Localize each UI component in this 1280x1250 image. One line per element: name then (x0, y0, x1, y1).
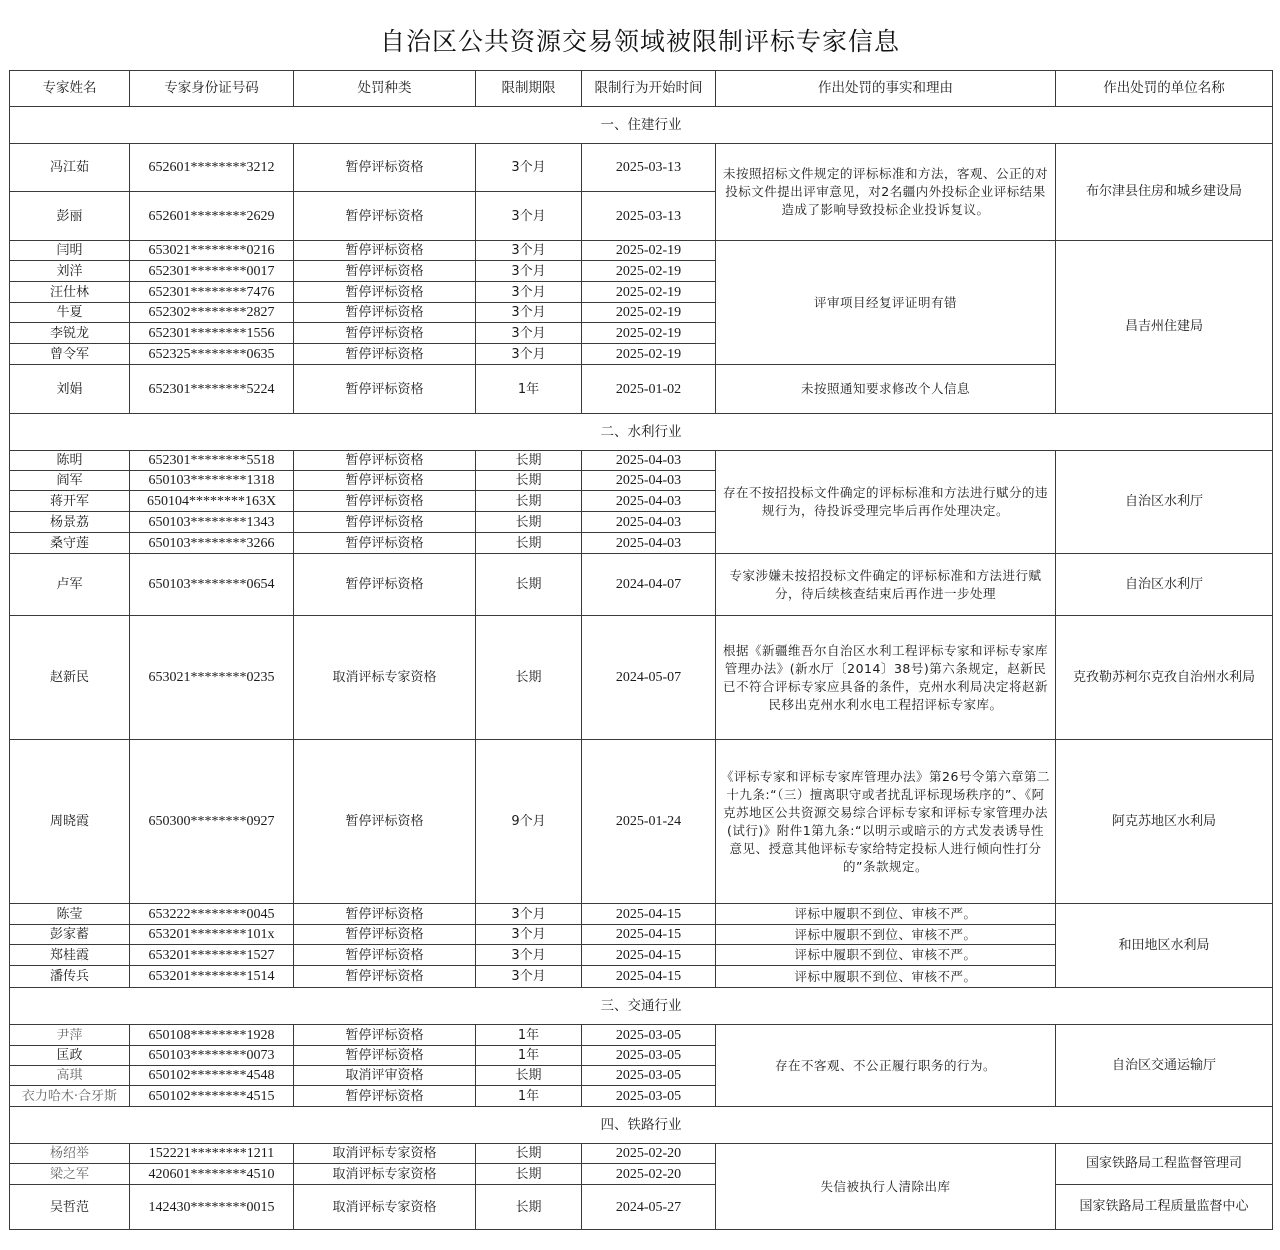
expert-name: 桑守莲 (10, 533, 130, 554)
start-date: 2025-02-19 (582, 344, 716, 365)
penalty-type: 暂停评标资格 (294, 491, 476, 512)
expert-name: 周晓霞 (10, 740, 130, 904)
id-number: 653021********0235 (130, 616, 294, 740)
penalty-reason: 未按照通知要求修改个人信息 (716, 365, 1056, 414)
restriction-period: 1年 (476, 1086, 582, 1107)
id-number: 652301********5224 (130, 365, 294, 414)
restriction-period: 3个月 (476, 945, 582, 966)
start-date: 2025-02-20 (582, 1164, 716, 1185)
penalty-type: 暂停评标资格 (294, 303, 476, 323)
issuing-unit: 自治区水利厅 (1056, 554, 1273, 616)
table-row (10, 740, 1273, 904)
expert-name: 赵新民 (10, 616, 130, 740)
id-number: 650102********4548 (130, 1066, 294, 1086)
start-date: 2024-04-07 (582, 554, 716, 616)
column-header: 作出处罚的事实和理由 (716, 71, 1056, 107)
restriction-period: 3个月 (476, 925, 582, 945)
expert-name: 蒋开军 (10, 491, 130, 512)
issuing-unit: 国家铁路局工程质量监督中心 (1056, 1185, 1273, 1230)
expert-name: 高琪 (10, 1066, 130, 1086)
section-heading: 一、住建行业 (10, 107, 1273, 144)
penalty-reason: 《评标专家和评标专家库管理办法》第26号令第六章第二十九条:“（三）擅离职守或者扰乱评标现场秩序的”、《阿克苏地区公共资源交易综合评标专家和评标专家管理办法(试行)》附件1第九条:“以明示或暗示的方式发表诱导性意见、授意其他评标专家给特定投标人进行倾向性打分的”条款规定。 (716, 740, 1056, 904)
id-number: 653201********1514 (130, 966, 294, 988)
start-date: 2025-04-15 (582, 904, 716, 925)
penalty-type: 暂停评标资格 (294, 1086, 476, 1107)
issuing-unit: 昌吉州住建局 (1056, 241, 1273, 414)
start-date: 2025-03-05 (582, 1086, 716, 1107)
section-heading: 三、交通行业 (10, 988, 1273, 1025)
expert-name: 衣力哈木·合牙斯 (10, 1086, 130, 1107)
id-number: 650108********1928 (130, 1025, 294, 1046)
expert-name: 尹萍 (10, 1025, 130, 1046)
section-row (10, 988, 1273, 1025)
section-row (10, 107, 1273, 144)
id-number: 653201********1527 (130, 945, 294, 966)
penalty-type: 暂停评标资格 (294, 344, 476, 365)
penalty-type: 暂停评标资格 (294, 904, 476, 925)
table-row (10, 1185, 1273, 1230)
id-number: 152221********1211 (130, 1144, 294, 1164)
restriction-period: 长期 (476, 451, 582, 471)
restriction-period: 长期 (476, 616, 582, 740)
table-row (10, 1025, 1273, 1046)
expert-name: 闫明 (10, 241, 130, 261)
start-date: 2025-01-24 (582, 740, 716, 904)
restriction-period: 长期 (476, 512, 582, 533)
penalty-type: 暂停评标资格 (294, 451, 476, 471)
table-row (10, 1144, 1273, 1164)
start-date: 2025-02-19 (582, 261, 716, 282)
penalty-type: 暂停评标资格 (294, 1025, 476, 1046)
penalty-reason: 根据《新疆维吾尔自治区水利工程评标专家和评标专家库管理办法》(新水厅〔2014〕38号)第六条规定，赵新民已不符合评标专家应具备的条件，克州水利局决定将赵新民移出克州水利水电工程招评标专家库。 (716, 616, 1056, 740)
start-date: 2025-04-03 (582, 512, 716, 533)
restriction-period: 3个月 (476, 241, 582, 261)
expert-name: 李锐龙 (10, 323, 130, 344)
restriction-period: 长期 (476, 554, 582, 616)
id-number: 652301********5518 (130, 451, 294, 471)
penalty-reason: 存在不按招投标文件确定的评标标准和方法进行赋分的违规行为，待投诉受理完毕后再作处理决定。 (716, 451, 1056, 554)
penalty-type: 暂停评标资格 (294, 323, 476, 344)
expert-name: 梁之军 (10, 1164, 130, 1185)
table-row (10, 144, 1273, 192)
section-heading: 四、铁路行业 (10, 1107, 1273, 1144)
penalty-reason: 失信被执行人清除出库 (716, 1144, 1056, 1230)
table-row (10, 241, 1273, 261)
start-date: 2025-02-19 (582, 323, 716, 344)
penalty-reason: 评审项目经复评证明有错 (716, 241, 1056, 365)
column-header: 专家身份证号码 (130, 71, 294, 107)
restricted-experts-table (9, 70, 1273, 1230)
start-date: 2025-02-19 (582, 303, 716, 323)
restriction-period: 长期 (476, 1066, 582, 1086)
id-number: 652302********2827 (130, 303, 294, 323)
restriction-period: 长期 (476, 491, 582, 512)
restriction-period: 1年 (476, 1046, 582, 1066)
issuing-unit: 阿克苏地区水利局 (1056, 740, 1273, 904)
start-date: 2025-04-03 (582, 533, 716, 554)
expert-name: 彭家蓄 (10, 925, 130, 945)
penalty-type: 暂停评标资格 (294, 925, 476, 945)
penalty-type: 暂停评标资格 (294, 740, 476, 904)
start-date: 2025-03-05 (582, 1025, 716, 1046)
document-title: 自治区公共资源交易领域被限制评标专家信息 (379, 27, 900, 56)
restriction-period: 长期 (476, 1164, 582, 1185)
penalty-type: 取消评标专家资格 (294, 616, 476, 740)
start-date: 2025-04-15 (582, 966, 716, 988)
restriction-period: 长期 (476, 533, 582, 554)
start-date: 2025-04-03 (582, 471, 716, 491)
table-row (10, 451, 1273, 471)
column-header: 专家姓名 (10, 71, 130, 107)
start-date: 2025-02-20 (582, 1144, 716, 1164)
penalty-type: 取消评审资格 (294, 1066, 476, 1086)
restriction-period: 3个月 (476, 282, 582, 303)
penalty-type: 暂停评标资格 (294, 282, 476, 303)
start-date: 2025-01-02 (582, 365, 716, 414)
penalty-type: 暂停评标资格 (294, 945, 476, 966)
expert-name: 汪仕林 (10, 282, 130, 303)
id-number: 653021********0216 (130, 241, 294, 261)
issuing-unit: 自治区水利厅 (1056, 451, 1273, 554)
start-date: 2025-04-15 (582, 925, 716, 945)
penalty-reason: 存在不客观、不公正履行职务的行为。 (716, 1025, 1056, 1107)
penalty-type: 暂停评标资格 (294, 966, 476, 988)
penalty-type: 暂停评标资格 (294, 471, 476, 491)
start-date: 2024-05-27 (582, 1185, 716, 1230)
id-number: 653201********101x (130, 925, 294, 945)
penalty-type: 暂停评标资格 (294, 533, 476, 554)
id-number: 650103********1343 (130, 512, 294, 533)
penalty-type: 暂停评标资格 (294, 241, 476, 261)
id-number: 652301********0017 (130, 261, 294, 282)
start-date: 2025-02-19 (582, 282, 716, 303)
issuing-unit: 克孜勒苏柯尔克孜自治州水利局 (1056, 616, 1273, 740)
expert-name: 潘传兵 (10, 966, 130, 988)
id-number: 652301********1556 (130, 323, 294, 344)
issuing-unit: 国家铁路局工程监督管理司 (1056, 1144, 1273, 1185)
restriction-period: 3个月 (476, 261, 582, 282)
table-row (10, 554, 1273, 616)
id-number: 653222********0045 (130, 904, 294, 925)
restriction-period: 3个月 (476, 966, 582, 988)
restriction-period: 长期 (476, 1144, 582, 1164)
start-date: 2025-04-15 (582, 945, 716, 966)
id-number: 420601********4510 (130, 1164, 294, 1185)
expert-name: 刘洋 (10, 261, 130, 282)
penalty-type: 暂停评标资格 (294, 144, 476, 192)
issuing-unit: 自治区交通运输厅 (1056, 1025, 1273, 1107)
penalty-type: 取消评标专家资格 (294, 1144, 476, 1164)
restriction-period: 9个月 (476, 740, 582, 904)
restriction-period: 1年 (476, 365, 582, 414)
start-date: 2025-03-05 (582, 1066, 716, 1086)
expert-name: 杨景荔 (10, 512, 130, 533)
expert-name: 曾令军 (10, 344, 130, 365)
penalty-reason: 评标中履职不到位、审核不严。 (716, 925, 1056, 945)
expert-name: 陈莹 (10, 904, 130, 925)
penalty-type: 暂停评标资格 (294, 192, 476, 241)
id-number: 650103********0073 (130, 1046, 294, 1066)
expert-name: 刘娟 (10, 365, 130, 414)
expert-name: 吴哲范 (10, 1185, 130, 1230)
id-number: 652325********0635 (130, 344, 294, 365)
section-heading: 二、水利行业 (10, 414, 1273, 451)
restriction-period: 3个月 (476, 144, 582, 192)
penalty-type: 暂停评标资格 (294, 1046, 476, 1066)
start-date: 2025-03-13 (582, 192, 716, 241)
penalty-type: 暂停评标资格 (294, 554, 476, 616)
id-number: 650103********0654 (130, 554, 294, 616)
expert-name: 陈明 (10, 451, 130, 471)
start-date: 2025-04-03 (582, 451, 716, 471)
column-header: 限制行为开始时间 (582, 71, 716, 107)
expert-name: 郑桂霞 (10, 945, 130, 966)
penalty-type: 暂停评标资格 (294, 365, 476, 414)
penalty-reason: 评标中履职不到位、审核不严。 (716, 904, 1056, 925)
restriction-period: 长期 (476, 1185, 582, 1230)
start-date: 2024-05-07 (582, 616, 716, 740)
id-number: 650103********3266 (130, 533, 294, 554)
penalty-reason: 未按照招标文件规定的评标标准和方法，客观、公正的对投标文件提出评审意见，对2名疆内外投标企业评标结果造成了影响导致投标企业投诉复议。 (716, 144, 1056, 241)
id-number: 650300********0927 (130, 740, 294, 904)
id-number: 652301********7476 (130, 282, 294, 303)
penalty-type: 取消评标专家资格 (294, 1185, 476, 1230)
start-date: 2025-03-05 (582, 1046, 716, 1066)
column-header: 处罚种类 (294, 71, 476, 107)
issuing-unit: 布尔津县住房和城乡建设局 (1056, 144, 1273, 241)
expert-name: 牛夏 (10, 303, 130, 323)
id-number: 650104********163X (130, 491, 294, 512)
penalty-type: 暂停评标资格 (294, 261, 476, 282)
column-header: 限制期限 (476, 71, 582, 107)
id-number: 652601********2629 (130, 192, 294, 241)
start-date: 2025-02-19 (582, 241, 716, 261)
id-number: 142430********0015 (130, 1185, 294, 1230)
id-number: 650103********1318 (130, 471, 294, 491)
expert-name: 彭丽 (10, 192, 130, 241)
section-row (10, 414, 1273, 451)
table-row (10, 616, 1273, 740)
id-number: 650102********4515 (130, 1086, 294, 1107)
penalty-reason: 评标中履职不到位、审核不严。 (716, 966, 1056, 988)
start-date: 2025-03-13 (582, 144, 716, 192)
restriction-period: 3个月 (476, 192, 582, 241)
restriction-period: 1年 (476, 1025, 582, 1046)
expert-name: 卢军 (10, 554, 130, 616)
start-date: 2025-04-03 (582, 491, 716, 512)
issuing-unit: 和田地区水利局 (1056, 904, 1273, 988)
header-row (10, 71, 1273, 107)
column-header: 作出处罚的单位名称 (1056, 71, 1273, 107)
restriction-period: 长期 (476, 471, 582, 491)
id-number: 652601********3212 (130, 144, 294, 192)
restriction-period: 3个月 (476, 904, 582, 925)
expert-name: 冯江茹 (10, 144, 130, 192)
section-row (10, 1107, 1273, 1144)
penalty-reason: 专家涉嫌未按招投标文件确定的评标标准和方法进行赋分，待后续核查结束后再作进一步处理 (716, 554, 1056, 616)
restriction-period: 3个月 (476, 303, 582, 323)
restriction-period: 3个月 (476, 323, 582, 344)
expert-name: 阎军 (10, 471, 130, 491)
penalty-type: 取消评标专家资格 (294, 1164, 476, 1185)
penalty-type: 暂停评标资格 (294, 512, 476, 533)
expert-name: 杨绍举 (10, 1144, 130, 1164)
table-row (10, 904, 1273, 925)
expert-name: 匡政 (10, 1046, 130, 1066)
restriction-period: 3个月 (476, 344, 582, 365)
penalty-reason: 评标中履职不到位、审核不严。 (716, 945, 1056, 966)
